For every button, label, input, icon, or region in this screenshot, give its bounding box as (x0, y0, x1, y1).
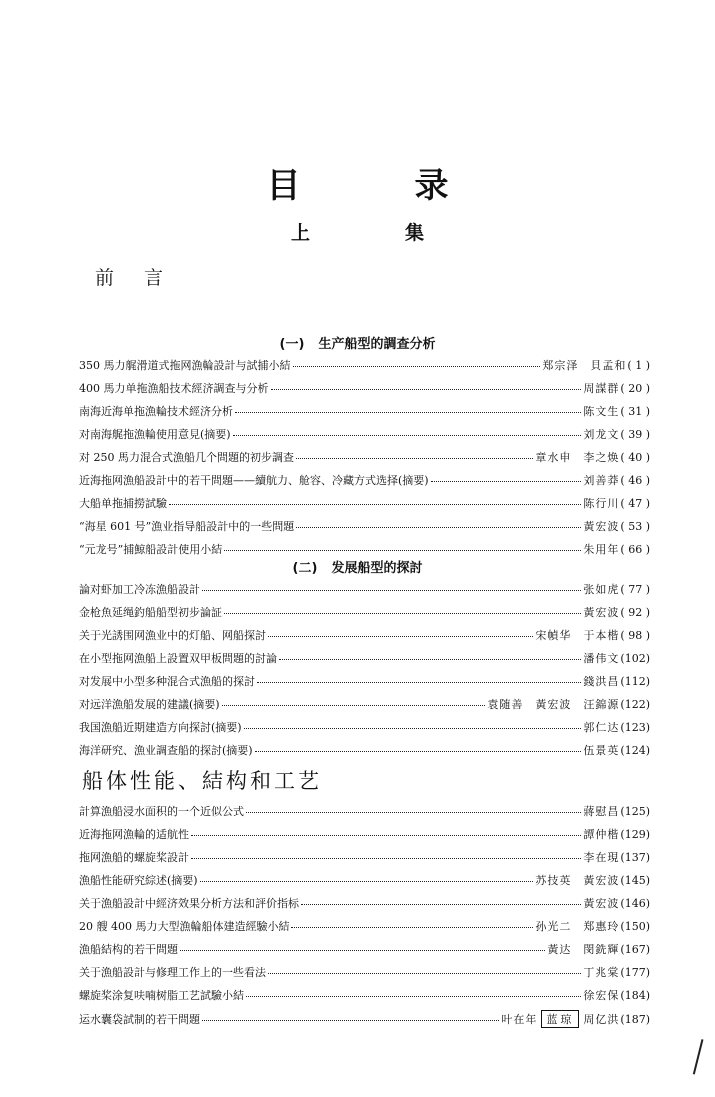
entry-author: 郑宗泽 (542, 359, 579, 372)
entry-author: 黃达 (547, 943, 572, 956)
entry-author: 陈文生 (583, 405, 620, 418)
entry-author: 蔣慰昌 (583, 805, 620, 818)
leader-dots (224, 605, 581, 614)
entry-title: 論对虾加工冷冻漁船設計 (79, 583, 200, 596)
entry-page: (137) (620, 851, 650, 864)
page-title: 目 录 (266, 166, 489, 206)
entry-author: 刘龙文 (583, 428, 620, 441)
entry-author: 周謀群 (583, 382, 620, 395)
toc-list (79, 803, 650, 1033)
entry-title: 对 250 馬力混合式漁船几个問題的初步調查 (79, 451, 294, 464)
section-title: 发展船型的探討 (331, 561, 423, 576)
entry-author: 汪錦源 (583, 698, 620, 711)
preface-heading: 前言 (95, 267, 194, 289)
entry-author: 叶在年 (501, 1013, 538, 1026)
leader-dots (222, 697, 486, 706)
leader-dots (202, 1012, 499, 1021)
toc-entry (79, 426, 650, 449)
entry-title: 海洋研究、漁业調查船的探討(摘要) (79, 744, 253, 757)
entry-page: ( 1 ) (627, 359, 650, 372)
entry-page: ( 77 ) (620, 583, 650, 596)
leader-dots (191, 850, 581, 859)
leader-dots (235, 404, 581, 413)
leader-dots (268, 628, 533, 637)
leader-dots (296, 519, 581, 528)
leader-dots (180, 942, 545, 951)
entry-author: 郭仁达 (583, 721, 620, 734)
toc-entry (79, 742, 650, 765)
entry-page: ( 92 ) (620, 606, 650, 619)
leader-dots (246, 988, 581, 997)
section-heading (0, 333, 715, 352)
toc-entry (79, 357, 650, 380)
entry-page: (102) (620, 652, 650, 665)
entry-author: 苏技英 (535, 874, 572, 887)
toc-list (79, 357, 650, 564)
entry-page: ( 47 ) (620, 497, 650, 510)
section-heading (0, 557, 715, 576)
entry-author: 李之焕 (583, 451, 620, 464)
leader-dots (268, 965, 581, 974)
entry-author: 张如虎 (583, 583, 620, 596)
leader-dots (255, 743, 582, 752)
entry-author: 貝孟和 (590, 359, 627, 372)
leader-dots (202, 582, 581, 591)
leader-dots (244, 720, 582, 729)
entry-author-boxed: 蓝琼 (541, 1010, 579, 1028)
toc-entry (79, 449, 650, 472)
leader-dots (224, 542, 581, 551)
toc-entry (79, 650, 650, 673)
entry-author: 于本楷 (583, 629, 620, 642)
entry-author: 丁兆棠 (583, 966, 620, 979)
toc-entry (79, 964, 650, 987)
entry-title: 漁船結构的若干問題 (79, 943, 178, 956)
toc-entry (79, 895, 650, 918)
entry-title: 400 馬力单拖漁船技术經济調查与分析 (79, 382, 269, 395)
entry-title: 关于漁船設計中經济效果分析方法和評价指标 (79, 897, 299, 910)
entry-page: ( 20 ) (620, 382, 650, 395)
entry-author: 周亿洪 (583, 1013, 620, 1026)
leader-dots (296, 450, 533, 459)
toc-entry (79, 1010, 650, 1033)
entry-page: ( 53 ) (620, 520, 650, 533)
toc-list (79, 581, 650, 765)
entry-title: 350 馬力艉滑道式拖网漁輪設計与試捕小結 (79, 359, 291, 372)
entry-title: 对南海艉拖漁輪使用意見(摘要) (79, 428, 231, 441)
entry-page: ( 46 ) (620, 474, 650, 487)
leader-dots (279, 651, 581, 660)
entry-title: 漁船性能研究綜述(摘要) (79, 874, 198, 887)
leader-dots (169, 496, 581, 505)
entry-author: 徐宏保 (583, 989, 620, 1002)
leader-dots (293, 358, 541, 367)
entry-page: ( 39 ) (620, 428, 650, 441)
entry-title: 运水囊袋試制的若干問題 (79, 1013, 200, 1026)
entry-author: 黃宏波 (583, 520, 620, 533)
entry-author: 伍景英 (583, 744, 620, 757)
entry-page: (187) (620, 1013, 650, 1026)
entry-author: 錢洪昌 (583, 675, 620, 688)
entry-title: 近海拖网漁輪的适航性 (79, 828, 189, 841)
leader-dots (233, 427, 582, 436)
toc-entry (79, 495, 650, 518)
entry-author: 郑惠玲 (583, 920, 620, 933)
entry-page: (123) (620, 721, 650, 734)
entry-author: 朱用年 (583, 543, 620, 556)
entry-title: 金枪魚延绳釣船船型初步論証 (79, 606, 222, 619)
toc-entry (79, 627, 650, 650)
toc-entry (79, 403, 650, 426)
entry-title: 对发展中小型多种混合式漁船的探討 (79, 675, 255, 688)
entry-page: (125) (620, 805, 650, 818)
leader-dots (431, 473, 582, 482)
entry-title: 关于漁船設計与修理工作上的一些看法 (79, 966, 266, 979)
entry-page: ( 66 ) (620, 543, 650, 556)
entry-author: 刘善莽 (583, 474, 620, 487)
entry-author: 黃宏波 (583, 897, 620, 910)
entry-author: 陈行川 (583, 497, 620, 510)
entry-author: 章水申 (535, 451, 572, 464)
part-heading: 船体性能、結构和工艺 (82, 769, 322, 793)
entry-author: 閔銑輝 (583, 943, 620, 956)
entry-page: (122) (620, 698, 650, 711)
entry-page: (112) (620, 675, 650, 688)
leader-dots (257, 674, 581, 683)
toc-entry (79, 918, 650, 941)
toc-entry (79, 380, 650, 403)
entry-page: (167) (620, 943, 650, 956)
entry-title: 在小型拖网漁船上設置双甲板問題的討論 (79, 652, 277, 665)
toc-entry (79, 719, 650, 742)
entry-page: (146) (620, 897, 650, 910)
entry-title: 我国漁船近期建造方向探討(摘要) (79, 721, 242, 734)
entry-author: 黃宏波 (583, 606, 620, 619)
toc-entry (79, 987, 650, 1010)
toc-entry (79, 518, 650, 541)
toc-entry (79, 941, 650, 964)
toc-entry (79, 872, 650, 895)
toc-entry (79, 604, 650, 627)
section-title: 生产船型的調查分析 (318, 337, 436, 352)
leader-dots (246, 804, 581, 813)
entry-page: ( 31 ) (620, 405, 650, 418)
leader-dots (200, 873, 534, 882)
entry-page: ( 40 ) (620, 451, 650, 464)
leader-dots (301, 896, 581, 905)
entry-author: 潘伟文 (583, 652, 620, 665)
toc-entry (79, 581, 650, 604)
toc-entry (79, 696, 650, 719)
entry-page: (150) (620, 920, 650, 933)
entry-title: 20 艘 400 馬力大型漁輪船体建造經驗小結 (79, 920, 290, 933)
entry-title: 关于光誘围网漁业中的灯船、网船探討 (79, 629, 266, 642)
toc-entry (79, 472, 650, 495)
entry-title: 近海拖网漁船設計中的若干問題——續航力、舱容、冷藏方式选择(摘要) (79, 474, 429, 487)
entry-title: 对远洋漁船发展的建議(摘要) (79, 698, 220, 711)
entry-title: 大船单拖捕撈試驗 (79, 497, 167, 510)
entry-title: 拖网漁船的螺旋桨設計 (79, 851, 189, 864)
leader-dots (271, 381, 582, 390)
toc-entry (79, 673, 650, 696)
volume-heading: 上 集 (290, 222, 462, 244)
entry-page: (129) (620, 828, 650, 841)
entry-author: 黃宏波 (583, 874, 620, 887)
entry-title: 螺旋桨涂复呋喃树脂工艺試驗小結 (79, 989, 244, 1002)
section-number: (一) (279, 337, 305, 352)
toc-entry (79, 826, 650, 849)
entry-title: “元龙号”捕鯨船設計使用小結 (79, 543, 223, 556)
pen-mark (693, 1039, 713, 1077)
entry-page: ( 98 ) (620, 629, 650, 642)
leader-dots (191, 827, 581, 836)
entry-page: (184) (620, 989, 650, 1002)
entry-page: (145) (620, 874, 650, 887)
entry-page: (177) (620, 966, 650, 979)
entry-author: 黃宏波 (535, 698, 572, 711)
entry-title: 計算漁船浸水面积的一个近似公式 (79, 805, 244, 818)
leader-dots (291, 919, 533, 928)
entry-author: 李在現 (583, 851, 620, 864)
entry-title: 南海近海单拖漁輪技术經济分析 (79, 405, 233, 418)
toc-entry (79, 803, 650, 826)
entry-title: “海星 601 号”漁业指导船設計中的一些問題 (79, 520, 295, 533)
entry-author: 袁随善 (487, 698, 524, 711)
toc-entry (79, 849, 650, 872)
entry-author: 譚仲楷 (583, 828, 620, 841)
entry-author: 孙光二 (535, 920, 572, 933)
entry-page: (124) (620, 744, 650, 757)
section-number: (二) (292, 561, 318, 576)
entry-author: 宋幀华 (535, 629, 572, 642)
